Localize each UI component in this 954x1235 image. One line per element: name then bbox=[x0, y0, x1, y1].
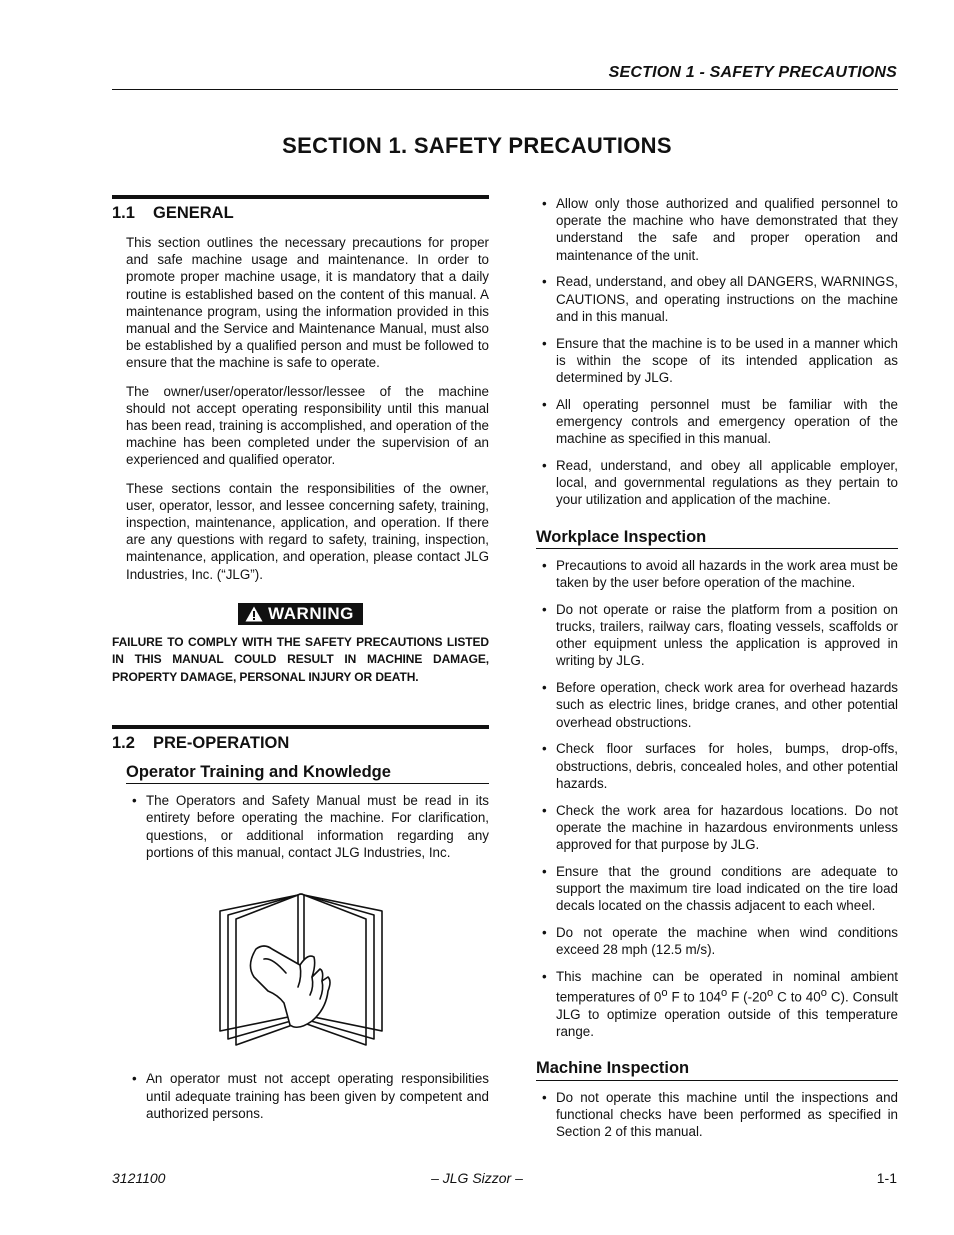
section-title: GENERAL bbox=[153, 204, 234, 222]
list-item: • Ensure that the ground conditions are adequate to support the maximum tire load indicated on the tire load decals located on the chassis adjacent to each wheel. bbox=[536, 863, 898, 915]
open-book-hand-icon bbox=[216, 891, 386, 1049]
general-paragraph: The owner/user/operator/lessor/lessee of the machine should not accept operating responsibility until this manual has been read, training is accomplished, and operation of the machine has been completed under the supervision of an experienced and qualified operator. bbox=[126, 383, 489, 468]
operator-training-heading: Operator Training and Knowledge bbox=[126, 764, 489, 784]
degree-mark: o bbox=[820, 987, 827, 1000]
machine-inspection-list bbox=[536, 1089, 898, 1141]
list-item: • Precautions to avoid all hazards in the work area must be taken by the user before operation of the machine. bbox=[536, 557, 898, 591]
section-number: 1.1 bbox=[112, 204, 135, 222]
footer-page-number: 1-1 bbox=[876, 1170, 897, 1186]
footer-product: – JLG Sizzor – bbox=[431, 1170, 523, 1186]
list-item: • Ensure that the machine is to be used in a manner which is within the scope of its intended application as determined by JLG. bbox=[536, 335, 898, 387]
degree-mark: o bbox=[720, 987, 728, 1000]
warning-text: FAILURE TO COMPLY WITH THE SAFETY PRECAUTIONS LISTED IN THIS MANUAL COULD RESULT IN MACHINE DAMAGE, PROPERTY DAMAGE, PERSONAL INJURY OR DEATH. bbox=[112, 634, 489, 684]
footer-doc-number: 3121100 bbox=[112, 1170, 166, 1186]
list-item: • All operating personnel must be familiar with the emergency controls and emergency operation of the machine as specified in this manual. bbox=[536, 396, 898, 448]
intro-list bbox=[536, 195, 898, 509]
list-item: • Before operation, check work area for overhead hazards such as electric lines, bridge cranes, and other potential overhead obstructions. bbox=[536, 679, 898, 731]
running-header: SECTION 1 - SAFETY PRECAUTIONS bbox=[608, 64, 897, 81]
list-item: • Read, understand, and obey all DANGERS, WARNINGS, CAUTIONS, and operating instructions on the machine and in this manual. bbox=[536, 273, 898, 325]
list-item: • Do not operate this machine until the inspections and functional checks have been performed as specified in Section 2 of this manual. bbox=[536, 1089, 898, 1141]
section-1-1-heading bbox=[112, 195, 489, 224]
manual-reading-illustration bbox=[112, 891, 489, 1053]
warning-label: WARNING bbox=[268, 603, 354, 623]
machine-inspection-heading: Machine Inspection bbox=[536, 1060, 898, 1080]
section-number: 1.2 bbox=[112, 734, 135, 753]
operator-training-list-2 bbox=[112, 1070, 489, 1122]
operator-training-list bbox=[112, 792, 489, 861]
section-title: PRE-OPERATION bbox=[153, 734, 290, 753]
list-item: • Check floor surfaces for holes, bumps, drop-offs, obstructions, debris, concealed holes, and other potential hazards. bbox=[536, 740, 898, 792]
general-paragraph: This section outlines the necessary precautions for proper and safe machine usage and maintenance. In order to promote proper machine usage, it is mandatory that a daily routine is established based on the content of this manual. A maintenance program, using the information provided in this manual and the Service and Maintenance Manual, must also be established by a qualified person and must be followed to ensure that the machine is safe to operate. bbox=[126, 235, 489, 371]
list-item: • Read, understand, and obey all applicable employer, local, and governmental regulations as they pertain to your utilization and application of the machine. bbox=[536, 457, 898, 509]
list-item: • Check the work area for hazardous locations. Do not operate the machine in hazardous environments unless approved for that purpose by JLG. bbox=[536, 802, 898, 854]
left-column bbox=[112, 195, 489, 1132]
warning-triangle-icon bbox=[245, 606, 263, 622]
page-title: SECTION 1. SAFETY PRECAUTIONS bbox=[282, 133, 672, 158]
list-item: • An operator must not accept operating responsibilities until adequate training has been given by competent and authorized persons. bbox=[126, 1070, 489, 1122]
workplace-inspection-list bbox=[536, 557, 898, 1041]
workplace-inspection-heading: Workplace Inspection bbox=[536, 529, 898, 549]
degree-mark: o bbox=[661, 987, 668, 1000]
general-paragraph: These sections contain the responsibilities of the owner, user, operator, lessor, and lessee concerning safety, training, inspection, maintenance, application, and operation. If there are any questions with regard to safety, training, inspection, maintenance, application, and operation, please contact JLG Industries, Inc. (“JLG”). bbox=[126, 480, 489, 582]
list-item: • Allow only those authorized and qualified personnel to operate the machine who have demonstrated that they understand the safe and proper operation and maintenance of the unit. bbox=[536, 195, 898, 264]
section-1-2-heading bbox=[112, 725, 489, 754]
list-item: • Do not operate the machine when wind conditions exceed 28 mph (12.5 m/s). bbox=[536, 924, 898, 958]
header-rule bbox=[112, 89, 898, 90]
list-item: • The Operators and Safety Manual must be read in its entirety before operating the machine. For clarification, questions, or additional information regarding any portions of this manual, contact JLG Industries, Inc. bbox=[126, 792, 489, 861]
list-item: • Do not operate or raise the platform from a position on trucks, trailers, railway cars, floating vessels, scaffolds or other equipment unless the application is approved in writing by JLG. bbox=[536, 601, 898, 670]
temperature-list-item: • This machine can be operated in nominal ambient temperatures of 0$^o$ F to 104$^o$ F (-20$^o$ C to 40$^o$ C). Consult JLG to optimize operation outside of this temperature range. bbox=[536, 968, 898, 1040]
degree-mark: o bbox=[767, 987, 774, 1000]
warning-block bbox=[112, 603, 489, 625]
warning-badge bbox=[238, 603, 363, 625]
right-column bbox=[536, 195, 898, 1150]
